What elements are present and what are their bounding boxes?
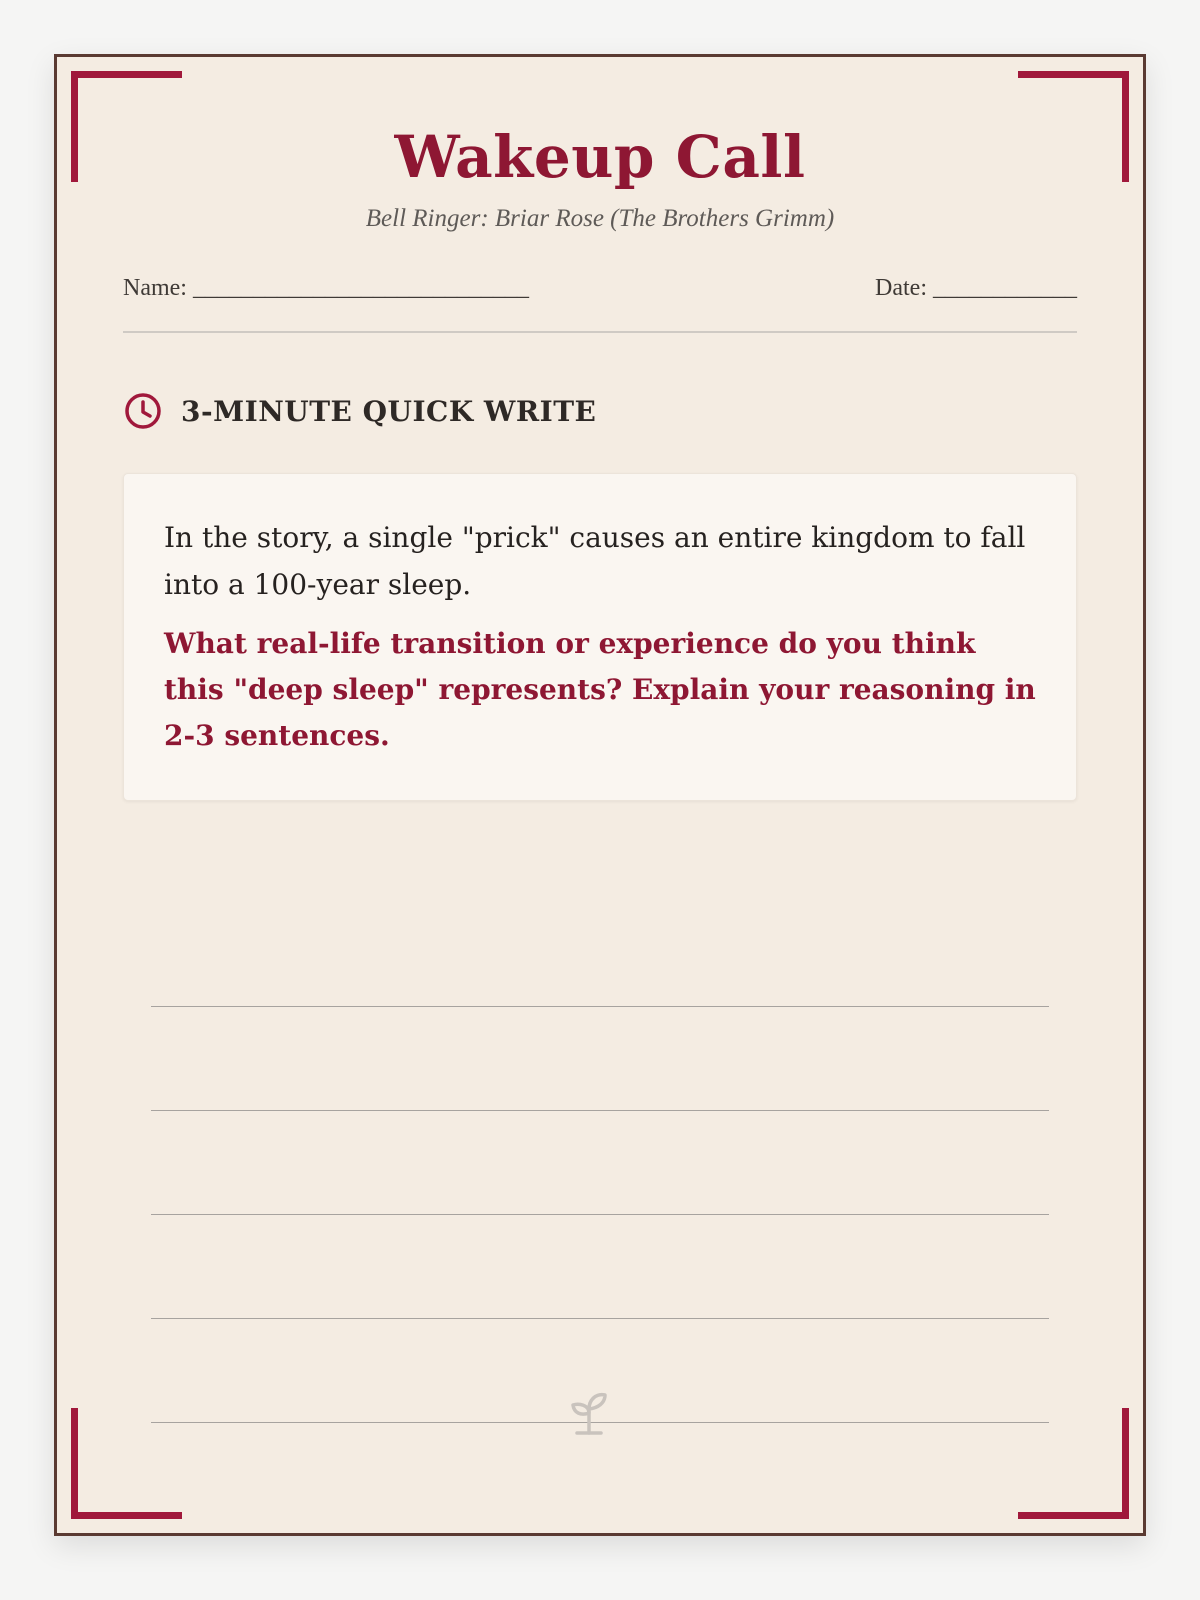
prompt-question: What real-life transition or experience do you think this "deep sleep" represents? Explain your reasoning in 2-3 sentences. xyxy=(164,627,1036,752)
sprout-icon xyxy=(565,1389,613,1437)
writing-area[interactable] xyxy=(151,903,1049,1423)
writing-line[interactable] xyxy=(151,1111,1049,1215)
writing-line[interactable] xyxy=(151,903,1049,1007)
section-heading xyxy=(123,391,596,431)
date-field[interactable]: Date: ____________ xyxy=(875,275,1077,301)
page-title: Wakeup Call xyxy=(394,123,806,191)
writing-line[interactable] xyxy=(151,1007,1049,1111)
student-info-row xyxy=(123,275,1077,315)
page-subtitle: Bell Ringer: Briar Rose (The Brothers Grimm) xyxy=(365,205,835,232)
writing-line[interactable] xyxy=(151,1215,1049,1319)
prompt-context: In the story, a single "prick" causes an entire kingdom to fall into a 100-year sleep. xyxy=(164,521,1026,601)
header-divider xyxy=(123,331,1077,333)
corner-bracket-bottom-right xyxy=(1018,1408,1129,1519)
worksheet xyxy=(54,54,1146,1536)
clock-icon xyxy=(123,391,163,431)
corner-bracket-bottom-left xyxy=(71,1408,182,1519)
section-label: 3-MINUTE QUICK WRITE xyxy=(181,394,597,428)
name-field[interactable]: Name: ____________________________ xyxy=(123,275,529,301)
prompt-card xyxy=(123,473,1077,801)
